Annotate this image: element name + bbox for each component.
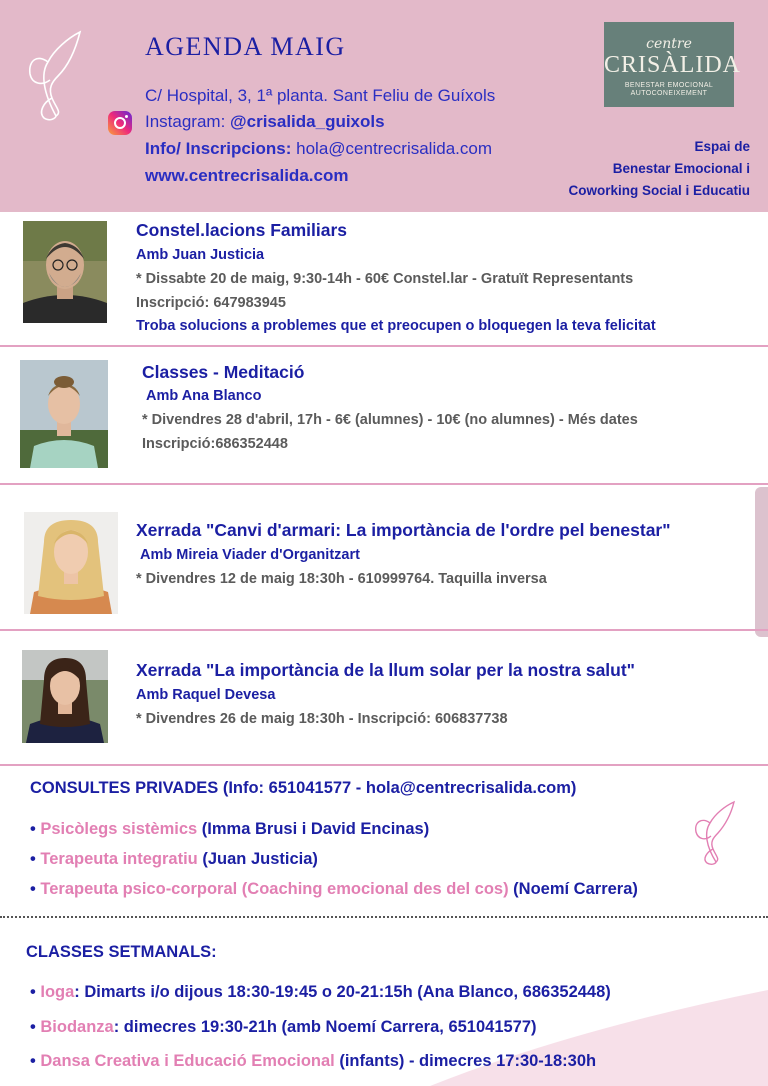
info-label: Info/ Inscripcions: xyxy=(145,139,292,158)
consulta-people: (Imma Brusi i David Encinas) xyxy=(197,820,430,838)
event-title: Xerrada "Canvi d'armari: La importància de l'ordre pel benestar" xyxy=(136,520,671,540)
divider xyxy=(0,764,768,766)
logo-top: centre xyxy=(646,36,692,52)
event-detail: * Divendres 12 de maig 18:30h - 610999764. Taquilla inversa xyxy=(136,571,547,587)
event-photo-ana xyxy=(20,360,108,468)
address: C/ Hospital, 3, 1ª planta. Sant Feliu de Guíxols xyxy=(145,86,496,105)
consulta-role: Terapeuta psico-corporal (Coaching emocional des del cos) xyxy=(40,880,509,898)
class-name: Dansa Creativa i Educació Emocional xyxy=(40,1052,335,1070)
consulta-role: Psicòlegs sistèmics xyxy=(40,820,198,838)
list-item: • Psicòlegs sistèmics (Imma Brusi i David Encinas) xyxy=(30,820,430,838)
class-name: Ioga xyxy=(40,983,75,1001)
info-email[interactable]: hola@centrecrisalida.com xyxy=(296,139,492,158)
logo-sub-2: AUTOCONEIXEMENT xyxy=(630,90,708,97)
consultes-title: CONSULTES PRIVADES (Info: 651041577 - hola@centrecrisalida.com) xyxy=(30,779,577,797)
divider xyxy=(0,345,768,347)
info-line xyxy=(145,139,492,159)
consulta-people: (Juan Justicia) xyxy=(197,850,318,868)
decorative-swoosh xyxy=(430,990,768,1086)
event-photo-juan xyxy=(23,221,107,323)
instagram-label: Instagram: xyxy=(145,112,226,131)
list-item: • Dansa Creativa i Educació Emocional (infants) - dimecres 17:30-18:30h xyxy=(30,1052,597,1070)
header xyxy=(0,0,768,212)
instagram-icon[interactable] xyxy=(108,111,132,135)
event-title: Xerrada "La importància de la llum solar per la nostra salut" xyxy=(136,660,635,680)
event-title: Constel.lacions Familiars xyxy=(136,220,348,240)
list-item: • Terapeuta integratiu (Juan Justicia) xyxy=(30,850,318,868)
event-inscription: Inscripció:686352448 xyxy=(142,436,288,452)
website-link[interactable]: www.centrecrisalida.com xyxy=(145,166,349,185)
logo-main: CRISÀLIDA xyxy=(604,52,742,78)
event-description: Troba solucions a problemes que et preocupen o bloquegen la teva felicitat xyxy=(136,318,656,334)
event-host: Amb Ana Blanco xyxy=(146,388,262,404)
divider xyxy=(0,629,768,631)
list-item: • Terapeuta psico-corporal (Coaching emocional des del cos) (Noemí Carrera) xyxy=(30,880,638,898)
class-detail: : dimecres 19:30-21h (amb Noemí Carrera, 651041577) xyxy=(113,1018,537,1036)
butterfly-icon xyxy=(18,24,88,124)
event-title: Classes - Meditació xyxy=(142,362,305,382)
class-name: Biodanza xyxy=(40,1018,114,1036)
event-host: Amb Juan Justicia xyxy=(136,247,265,263)
event-detail: * Dissabte 20 de maig, 9:30-14h - 60€ Constel.lar - Gratuït Representants xyxy=(136,271,634,287)
event-detail: * Divendres 26 de maig 18:30h - Inscripció: 606837738 xyxy=(136,711,508,727)
class-detail: (infants) - dimecres 17:30-18:30h xyxy=(334,1052,597,1070)
consulta-role: Terapeuta integratiu xyxy=(40,850,198,868)
logo xyxy=(604,22,742,107)
logo-sub xyxy=(604,82,734,98)
divider xyxy=(0,483,768,485)
event-host: Amb Mireia Viader d'Organitzart xyxy=(140,547,360,563)
event-host: Amb Raquel Devesa xyxy=(136,687,276,703)
tagline-1: Espai de xyxy=(694,139,750,154)
event-photo-mireia xyxy=(24,512,118,614)
event-photo-raquel xyxy=(22,650,108,743)
list-item: • Ioga: Dimarts i/o dijous 18:30-19:45 o 20-21:15h (Ana Blanco, 686352448) xyxy=(30,983,611,1001)
logo-sub-1: BENESTAR EMOCIONAL xyxy=(624,82,714,89)
tagline-2: Benestar Emocional i xyxy=(612,161,750,176)
consulta-people: (Noemí Carrera) xyxy=(508,880,638,898)
scrollbar-thumb[interactable] xyxy=(755,487,768,637)
website-line xyxy=(145,166,348,186)
divider xyxy=(0,916,768,918)
classes-title: CLASSES SETMANALS: xyxy=(26,943,217,961)
tagline-3: Coworking Social i Educatiu xyxy=(568,183,750,198)
instagram-handle[interactable]: @crisalida_guixols xyxy=(230,112,385,131)
event-detail: * Divendres 28 d'abril, 17h - 6€ (alumnes) - 10€ (no alumnes) - Més dates xyxy=(142,412,638,428)
instagram-line xyxy=(145,112,385,132)
class-detail: : Dimarts i/o dijous 18:30-19:45 o 20-21:15h (Ana Blanco, 686352448) xyxy=(74,983,611,1001)
event-inscription: Inscripció: 647983945 xyxy=(136,295,286,311)
list-item: • Biodanza: dimecres 19:30-21h (amb Noemí Carrera, 651041577) xyxy=(30,1018,537,1036)
page-title: AGENDA MAIG xyxy=(145,32,346,61)
tagline xyxy=(568,136,750,202)
butterfly-icon xyxy=(688,796,738,868)
